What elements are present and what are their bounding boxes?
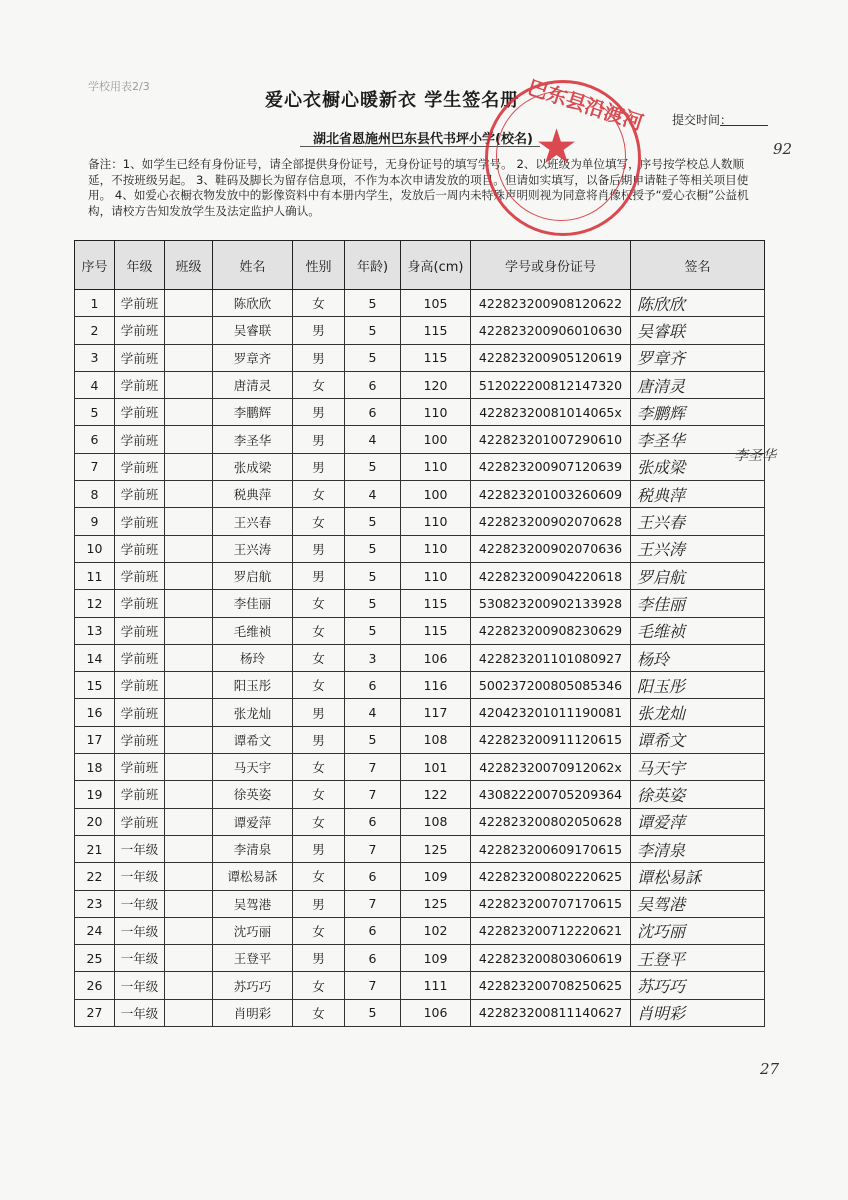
signature-cell: 李圣华	[631, 426, 765, 453]
id-number-cell: 422823200908230629	[471, 617, 631, 644]
table-row	[75, 481, 765, 508]
column-header: 性别	[293, 241, 345, 290]
gender-cell: 男	[293, 399, 345, 426]
age-cell: 4	[345, 426, 401, 453]
class-cell	[165, 317, 213, 344]
height-cell: 100	[401, 481, 471, 508]
gender-cell: 女	[293, 617, 345, 644]
signature-cell: 王兴涛	[631, 535, 765, 562]
class-cell	[165, 644, 213, 671]
table-row	[75, 726, 765, 753]
class-cell	[165, 453, 213, 480]
table-row	[75, 890, 765, 917]
age-cell: 7	[345, 890, 401, 917]
age-cell: 5	[345, 317, 401, 344]
signature-cell: 谭爱萍	[631, 808, 765, 835]
age-cell: 3	[345, 644, 401, 671]
grade-cell: 一年级	[115, 863, 165, 890]
table-row	[75, 535, 765, 562]
class-cell	[165, 754, 213, 781]
seal-text: 巴东县沿渡河	[524, 74, 647, 135]
gender-cell: 女	[293, 917, 345, 944]
id-number-cell: 42282320070912062x	[471, 754, 631, 781]
class-cell	[165, 672, 213, 699]
form-code: 学校用表2/3	[88, 80, 150, 93]
gender-cell: 男	[293, 726, 345, 753]
table-row	[75, 508, 765, 535]
class-cell	[165, 699, 213, 726]
gender-cell: 男	[293, 699, 345, 726]
column-header: 年龄)	[345, 241, 401, 290]
name-cell: 陈欣欣	[213, 290, 293, 317]
row-number: 17	[75, 726, 115, 753]
height-cell: 125	[401, 835, 471, 862]
row-number: 3	[75, 344, 115, 371]
gender-cell: 女	[293, 999, 345, 1026]
age-cell: 6	[345, 945, 401, 972]
grade-cell: 学前班	[115, 508, 165, 535]
gender-cell: 女	[293, 371, 345, 398]
row-number: 14	[75, 644, 115, 671]
class-cell	[165, 290, 213, 317]
grade-cell: 学前班	[115, 344, 165, 371]
table-row	[75, 426, 765, 453]
signature-cell: 李鹏辉	[631, 399, 765, 426]
row-number: 7	[75, 453, 115, 480]
height-cell: 110	[401, 508, 471, 535]
gender-cell: 男	[293, 945, 345, 972]
class-cell	[165, 863, 213, 890]
age-cell: 5	[345, 344, 401, 371]
height-cell: 110	[401, 399, 471, 426]
signature-cell: 毛维祯	[631, 617, 765, 644]
grade-cell: 学前班	[115, 781, 165, 808]
grade-cell: 学前班	[115, 481, 165, 508]
age-cell: 5	[345, 562, 401, 589]
row-number: 8	[75, 481, 115, 508]
id-number-cell: 422823200908120622	[471, 290, 631, 317]
height-cell: 109	[401, 863, 471, 890]
row-number: 20	[75, 808, 115, 835]
height-cell: 110	[401, 453, 471, 480]
row-number: 19	[75, 781, 115, 808]
class-cell	[165, 890, 213, 917]
table-row	[75, 317, 765, 344]
row-number: 22	[75, 863, 115, 890]
column-header: 学号或身份证号	[471, 241, 631, 290]
grade-cell: 一年级	[115, 972, 165, 999]
table-row	[75, 399, 765, 426]
age-cell: 5	[345, 999, 401, 1026]
signature-cell: 罗章齐	[631, 344, 765, 371]
table-row	[75, 617, 765, 644]
age-cell: 4	[345, 481, 401, 508]
name-cell: 阳玉彤	[213, 672, 293, 699]
name-cell: 吴驾港	[213, 890, 293, 917]
name-cell: 谭爱萍	[213, 808, 293, 835]
grade-cell: 学前班	[115, 808, 165, 835]
table-row	[75, 808, 765, 835]
age-cell: 5	[345, 535, 401, 562]
age-cell: 5	[345, 617, 401, 644]
id-number-cell: 422823200802220625	[471, 863, 631, 890]
id-number-cell: 500237200805085346	[471, 672, 631, 699]
id-number-cell: 512022200812147320	[471, 371, 631, 398]
age-cell: 6	[345, 672, 401, 699]
signature-cell: 王登平	[631, 945, 765, 972]
name-cell: 李鹏辉	[213, 399, 293, 426]
class-cell	[165, 535, 213, 562]
table-row	[75, 972, 765, 999]
gender-cell: 女	[293, 781, 345, 808]
age-cell: 7	[345, 972, 401, 999]
class-cell	[165, 726, 213, 753]
grade-cell: 一年级	[115, 835, 165, 862]
gender-cell: 男	[293, 426, 345, 453]
class-cell	[165, 426, 213, 453]
signature-cell: 李佳丽	[631, 590, 765, 617]
age-cell: 6	[345, 399, 401, 426]
row-number: 6	[75, 426, 115, 453]
grade-cell: 一年级	[115, 945, 165, 972]
age-cell: 5	[345, 508, 401, 535]
handwritten-note-bottom: 27	[760, 1060, 780, 1078]
class-cell	[165, 781, 213, 808]
signature-cell: 阳玉彤	[631, 672, 765, 699]
row-number: 2	[75, 317, 115, 344]
id-number-cell: 422823200906010630	[471, 317, 631, 344]
official-seal	[485, 74, 647, 236]
table-row	[75, 863, 765, 890]
name-cell: 苏巧巧	[213, 972, 293, 999]
id-number-cell: 422823200911120615	[471, 726, 631, 753]
submit-time-label: 提交时间：	[672, 113, 733, 127]
grade-cell: 一年级	[115, 999, 165, 1026]
signature-cell: 吴驾港	[631, 890, 765, 917]
table-row	[75, 453, 765, 480]
row-number: 9	[75, 508, 115, 535]
table-row	[75, 781, 765, 808]
class-cell	[165, 399, 213, 426]
gender-cell: 女	[293, 754, 345, 781]
signature-cell: 谭希文	[631, 726, 765, 753]
table-row	[75, 371, 765, 398]
gender-cell: 女	[293, 290, 345, 317]
column-header: 年级	[115, 241, 165, 290]
name-cell: 杨玲	[213, 644, 293, 671]
table-row	[75, 344, 765, 371]
class-cell	[165, 481, 213, 508]
row-number: 1	[75, 290, 115, 317]
grade-cell: 学前班	[115, 672, 165, 699]
age-cell: 7	[345, 835, 401, 862]
name-cell: 张成梁	[213, 453, 293, 480]
table-row	[75, 672, 765, 699]
height-cell: 100	[401, 426, 471, 453]
class-cell	[165, 835, 213, 862]
name-cell: 李圣华	[213, 426, 293, 453]
row-number: 15	[75, 672, 115, 699]
name-cell: 张龙灿	[213, 699, 293, 726]
grade-cell: 学前班	[115, 590, 165, 617]
id-number-cell: 422823201003260609	[471, 481, 631, 508]
gender-cell: 男	[293, 562, 345, 589]
signature-cell: 苏巧巧	[631, 972, 765, 999]
id-number-cell: 422823200902070628	[471, 508, 631, 535]
height-cell: 115	[401, 344, 471, 371]
id-number-cell: 422823201101080927	[471, 644, 631, 671]
id-number-cell: 422823201007290610	[471, 426, 631, 453]
column-header: 序号	[75, 241, 115, 290]
gender-cell: 女	[293, 808, 345, 835]
id-number-cell: 422823200802050628	[471, 808, 631, 835]
row-number: 12	[75, 590, 115, 617]
notes-paragraph: 备注：1、如学生已经有身份证号，请全部提供身份证号，无身份证号的填写学号。 2、以班级为单位填写，序号按学校总人数顺延，不按班级另起。 3、鞋码及脚长为留存信息项，不作为本次申请发放的项目。但请如实填写，以备后期申请鞋子等相关项目使用。 4、如爱心衣橱衣物发放中的影像资料中有本册内学生，发放后一周内未特殊声明则视为同意将肖像权授予“爱心衣橱”公益机构，请校方告知发放学生及法定监护人确认。	[88, 157, 749, 218]
table-row	[75, 644, 765, 671]
page-title: 爱心衣橱心暖新衣 学生签名册	[265, 90, 520, 111]
grade-cell: 学前班	[115, 535, 165, 562]
age-cell: 7	[345, 754, 401, 781]
table-row	[75, 562, 765, 589]
grade-cell: 学前班	[115, 426, 165, 453]
height-cell: 101	[401, 754, 471, 781]
signature-cell: 唐清灵	[631, 371, 765, 398]
id-number-cell: 422823200712220621	[471, 917, 631, 944]
column-header: 签名	[631, 241, 765, 290]
class-cell	[165, 945, 213, 972]
height-cell: 122	[401, 781, 471, 808]
id-number-cell: 430822200705209364	[471, 781, 631, 808]
signature-cell: 谭松易訸	[631, 863, 765, 890]
signature-cell: 马天宇	[631, 754, 765, 781]
grade-cell: 学前班	[115, 453, 165, 480]
gender-cell: 男	[293, 344, 345, 371]
id-number-cell: 420423201011190081	[471, 699, 631, 726]
class-cell	[165, 999, 213, 1026]
height-cell: 109	[401, 945, 471, 972]
signature-cell: 张成梁	[631, 453, 765, 480]
age-cell: 6	[345, 917, 401, 944]
height-cell: 115	[401, 617, 471, 644]
age-cell: 5	[345, 590, 401, 617]
name-cell: 沈巧丽	[213, 917, 293, 944]
signature-cell: 吴睿联	[631, 317, 765, 344]
id-number-cell: 422823200905120619	[471, 344, 631, 371]
gender-cell: 女	[293, 972, 345, 999]
height-cell: 108	[401, 808, 471, 835]
class-cell	[165, 617, 213, 644]
grade-cell: 学前班	[115, 317, 165, 344]
table-row	[75, 917, 765, 944]
grade-cell: 学前班	[115, 754, 165, 781]
class-cell	[165, 508, 213, 535]
column-header: 身高(cm)	[401, 241, 471, 290]
gender-cell: 男	[293, 890, 345, 917]
table-row	[75, 290, 765, 317]
gender-cell: 女	[293, 644, 345, 671]
id-number-cell: 422823200609170615	[471, 835, 631, 862]
submit-time-blank	[720, 125, 768, 126]
signature-cell: 肖明彩	[631, 999, 765, 1026]
gender-cell: 女	[293, 508, 345, 535]
table-row	[75, 590, 765, 617]
id-number-cell: 422823200811140627	[471, 999, 631, 1026]
name-cell: 罗章齐	[213, 344, 293, 371]
id-number-cell: 42282320081014065x	[471, 399, 631, 426]
name-cell: 谭松易訸	[213, 863, 293, 890]
row-number: 23	[75, 890, 115, 917]
age-cell: 5	[345, 290, 401, 317]
class-cell	[165, 808, 213, 835]
grade-cell: 学前班	[115, 290, 165, 317]
row-number: 26	[75, 972, 115, 999]
signature-cell: 李清泉	[631, 835, 765, 862]
table-row	[75, 699, 765, 726]
signature-cell: 张龙灿	[631, 699, 765, 726]
row-number: 13	[75, 617, 115, 644]
id-number-cell: 422823200904220618	[471, 562, 631, 589]
name-cell: 李佳丽	[213, 590, 293, 617]
age-cell: 6	[345, 808, 401, 835]
row-number: 24	[75, 917, 115, 944]
height-cell: 105	[401, 290, 471, 317]
row-number: 25	[75, 945, 115, 972]
height-cell: 120	[401, 371, 471, 398]
signature-cell: 陈欣欣	[631, 290, 765, 317]
name-cell: 王登平	[213, 945, 293, 972]
name-cell: 王兴涛	[213, 535, 293, 562]
signature-cell: 徐英姿	[631, 781, 765, 808]
student-roster-table	[74, 240, 765, 1027]
name-cell: 李清泉	[213, 835, 293, 862]
table-row	[75, 999, 765, 1026]
id-number-cell: 530823200902133928	[471, 590, 631, 617]
star-icon: ★	[535, 119, 579, 175]
gender-cell: 男	[293, 317, 345, 344]
height-cell: 106	[401, 644, 471, 671]
grade-cell: 学前班	[115, 699, 165, 726]
handwritten-note-top: 92	[773, 140, 793, 158]
height-cell: 110	[401, 562, 471, 589]
gender-cell: 男	[293, 835, 345, 862]
name-cell: 税典萍	[213, 481, 293, 508]
row-number: 21	[75, 835, 115, 862]
age-cell: 7	[345, 781, 401, 808]
name-cell: 毛维祯	[213, 617, 293, 644]
table-row	[75, 754, 765, 781]
name-cell: 谭希文	[213, 726, 293, 753]
age-cell: 6	[345, 863, 401, 890]
signature-cell: 杨玲	[631, 644, 765, 671]
grade-cell: 学前班	[115, 562, 165, 589]
height-cell: 110	[401, 535, 471, 562]
signature-cell: 王兴春	[631, 508, 765, 535]
class-cell	[165, 371, 213, 398]
table-row	[75, 835, 765, 862]
name-cell: 唐清灵	[213, 371, 293, 398]
school-name: 湖北省恩施州巴东县代书坪小学(校名)	[313, 132, 533, 147]
name-cell: 吴睿联	[213, 317, 293, 344]
gender-cell: 女	[293, 863, 345, 890]
row-number: 4	[75, 371, 115, 398]
class-cell	[165, 590, 213, 617]
id-number-cell: 422823200803060619	[471, 945, 631, 972]
height-cell: 108	[401, 726, 471, 753]
gender-cell: 女	[293, 481, 345, 508]
id-number-cell: 422823200707170615	[471, 890, 631, 917]
height-cell: 106	[401, 999, 471, 1026]
height-cell: 125	[401, 890, 471, 917]
gender-cell: 男	[293, 453, 345, 480]
height-cell: 111	[401, 972, 471, 999]
age-cell: 5	[345, 726, 401, 753]
grade-cell: 一年级	[115, 917, 165, 944]
signature-cell: 罗启航	[631, 562, 765, 589]
height-cell: 115	[401, 317, 471, 344]
name-cell: 马天宇	[213, 754, 293, 781]
grade-cell: 学前班	[115, 617, 165, 644]
height-cell: 117	[401, 699, 471, 726]
grade-cell: 学前班	[115, 371, 165, 398]
class-cell	[165, 562, 213, 589]
height-cell: 116	[401, 672, 471, 699]
grade-cell: 学前班	[115, 644, 165, 671]
gender-cell: 女	[293, 590, 345, 617]
age-cell: 4	[345, 699, 401, 726]
id-number-cell: 422823200708250625	[471, 972, 631, 999]
signature-cell: 税典萍	[631, 481, 765, 508]
row-number: 27	[75, 999, 115, 1026]
row-number: 11	[75, 562, 115, 589]
name-cell: 徐英姿	[213, 781, 293, 808]
name-cell: 肖明彩	[213, 999, 293, 1026]
grade-cell: 学前班	[115, 399, 165, 426]
class-cell	[165, 972, 213, 999]
row-number: 5	[75, 399, 115, 426]
age-cell: 5	[345, 453, 401, 480]
row-number: 10	[75, 535, 115, 562]
height-cell: 102	[401, 917, 471, 944]
row-number: 16	[75, 699, 115, 726]
gender-cell: 男	[293, 535, 345, 562]
grade-cell: 学前班	[115, 726, 165, 753]
id-number-cell: 422823200907120639	[471, 453, 631, 480]
grade-cell: 一年级	[115, 890, 165, 917]
gender-cell: 女	[293, 672, 345, 699]
name-cell: 王兴春	[213, 508, 293, 535]
table-row	[75, 945, 765, 972]
age-cell: 6	[345, 371, 401, 398]
height-cell: 115	[401, 590, 471, 617]
id-number-cell: 422823200902070636	[471, 535, 631, 562]
row-number: 18	[75, 754, 115, 781]
column-header: 班级	[165, 241, 213, 290]
handwritten-extra-signature: 李圣华	[734, 448, 776, 464]
column-header: 姓名	[213, 241, 293, 290]
class-cell	[165, 344, 213, 371]
signature-cell: 沈巧丽	[631, 917, 765, 944]
table-header-row	[75, 241, 765, 290]
class-cell	[165, 917, 213, 944]
name-cell: 罗启航	[213, 562, 293, 589]
